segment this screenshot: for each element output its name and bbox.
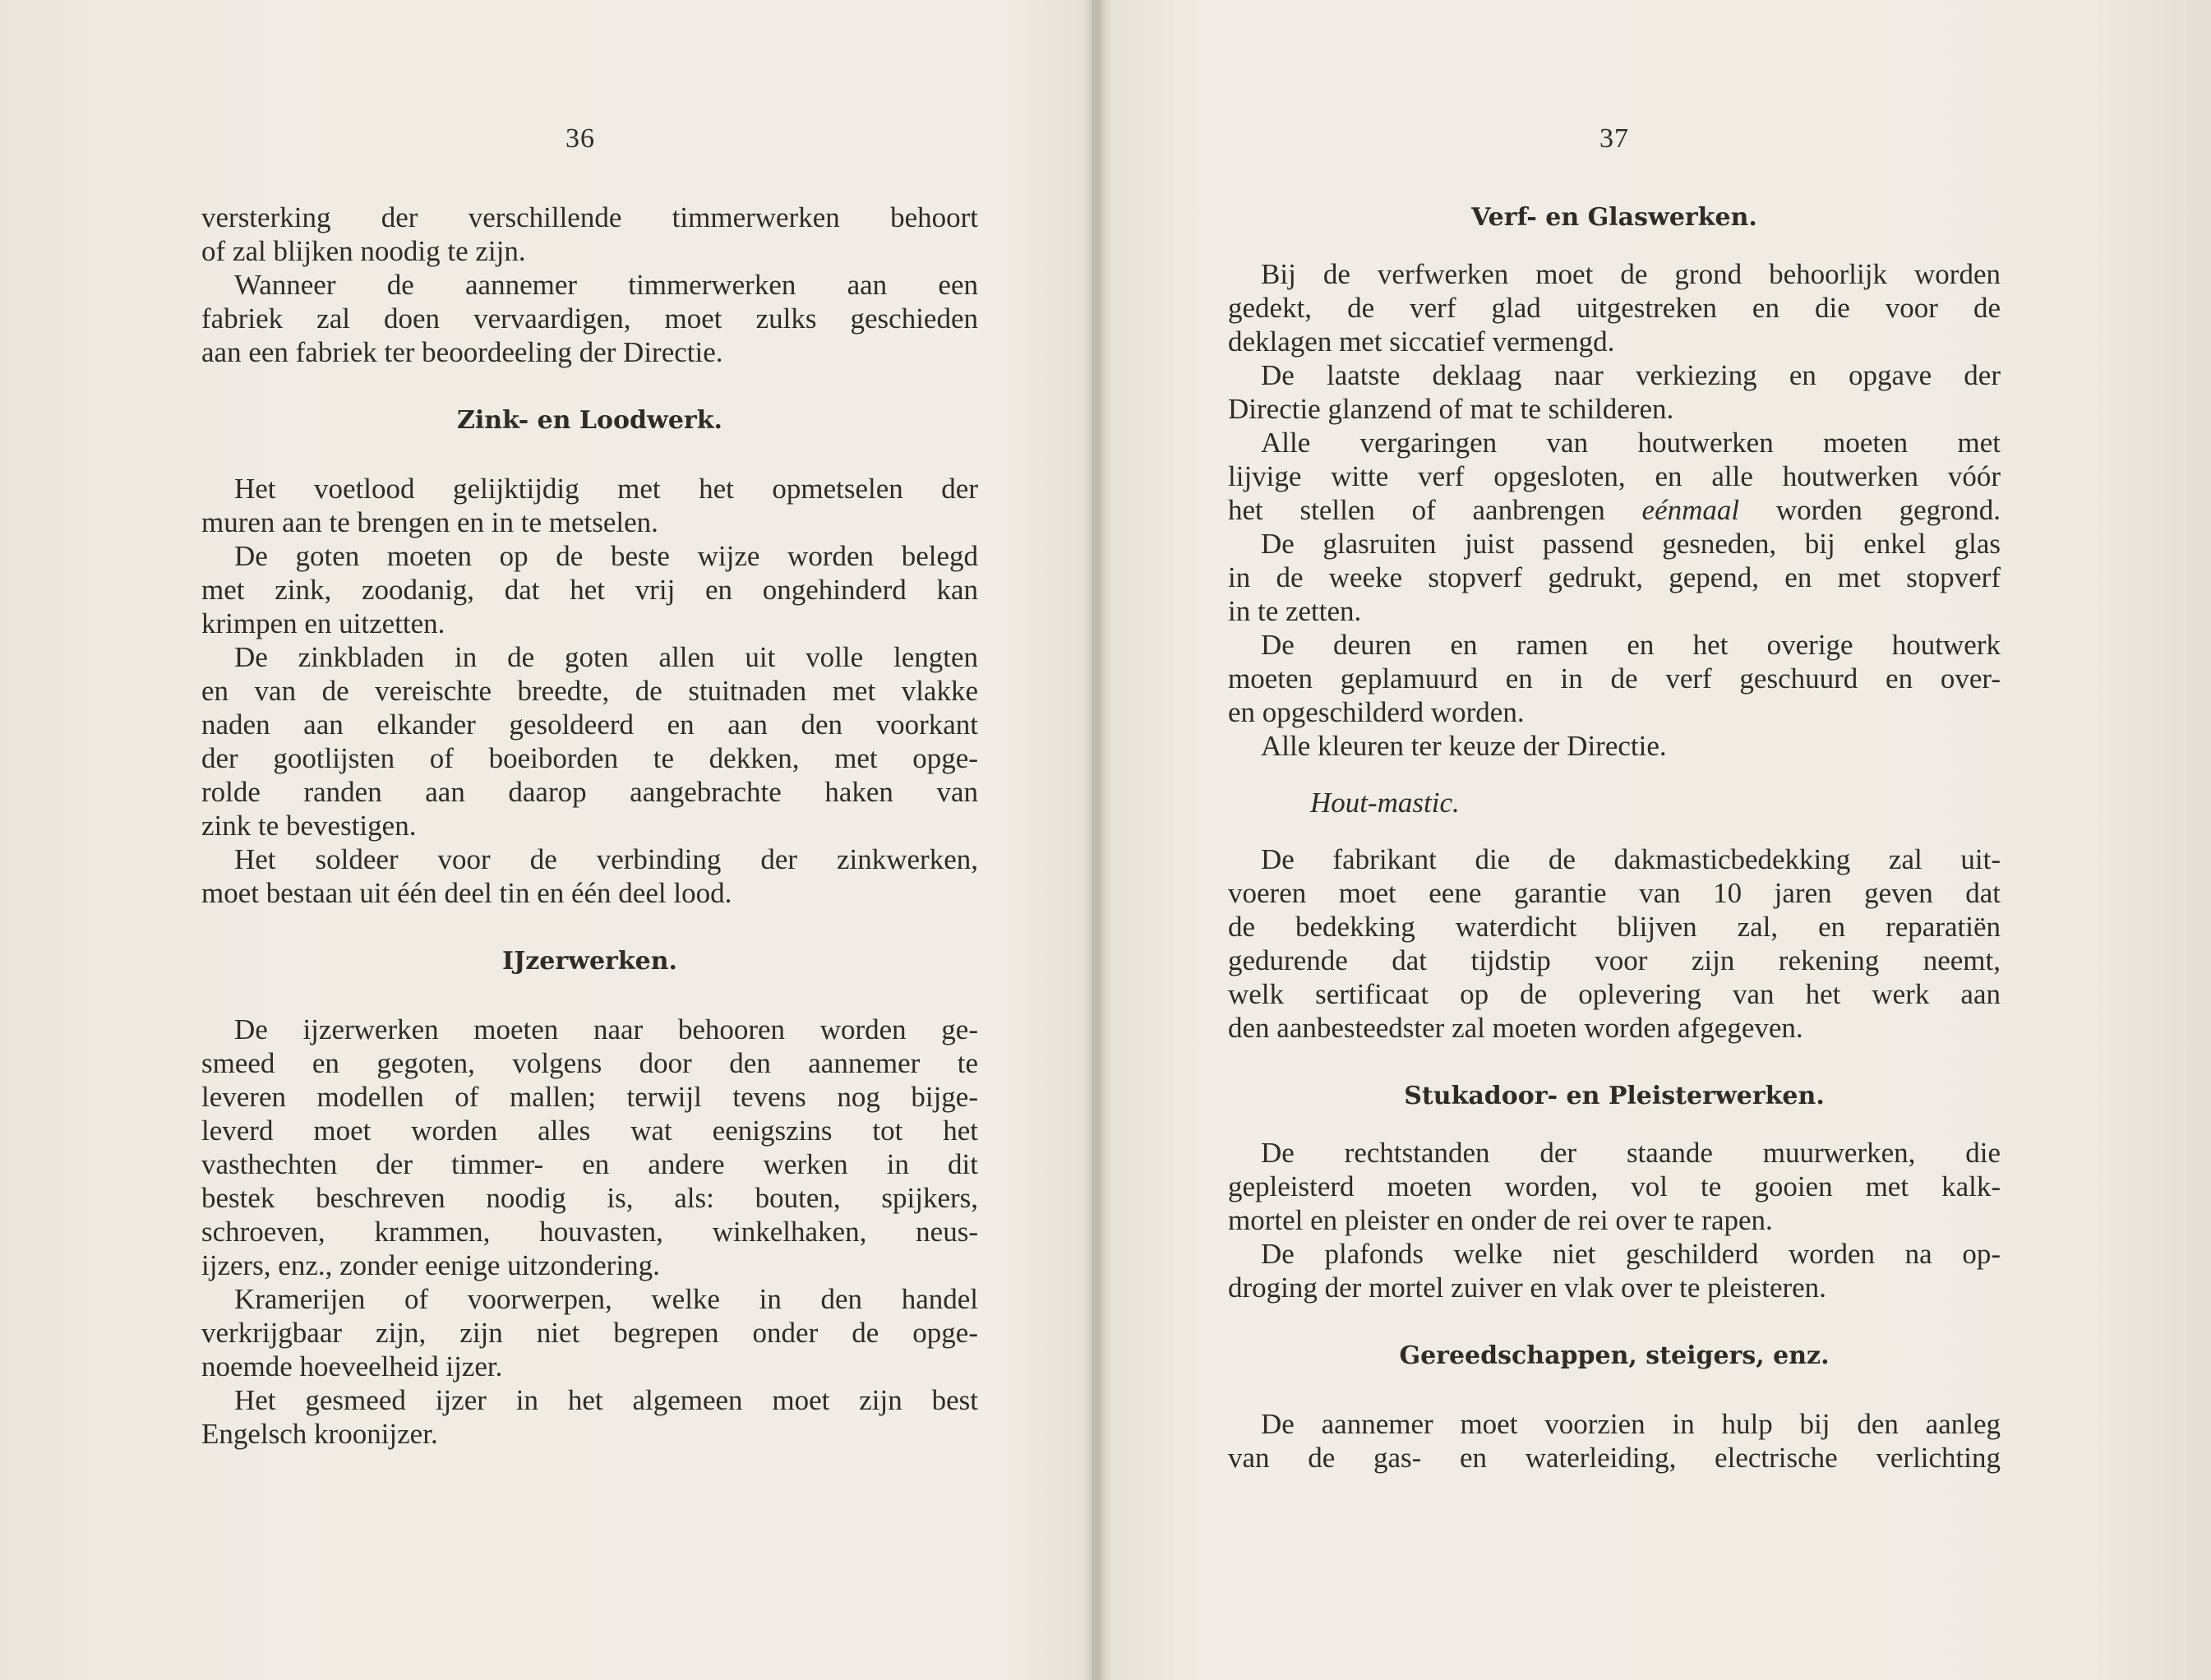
text-line: gedekt, de verf glad uitgestreken en die voor de [1228, 292, 2001, 324]
text-line [1228, 493, 2001, 527]
right-page-text [1228, 201, 2001, 1475]
text-line: mortel en pleister en onder de rei over te rapen. [1228, 1204, 1773, 1236]
text-line: Het soldeer voor de verbinding der zinkwerken, [234, 843, 978, 875]
text-line: De fabrikant die de dakmasticbedekking zal uit- [1261, 843, 2001, 875]
text-line: voeren moet eene garantie van 10 jaren geven dat [1228, 877, 2001, 909]
text-line: versterking der verschillende timmerwerken behoort [201, 201, 978, 233]
text-line: De aannemer moet voorzien in hulp bij den aanleg [1261, 1408, 2001, 1440]
text-line: leveren modellen of mallen; terwijl tevens nog bijge- [201, 1081, 978, 1113]
emphasis-text: eénmaal [1641, 494, 1740, 526]
text-line: muren aan te brengen en in te metselen. [201, 506, 658, 538]
right-page [1098, 0, 2211, 1680]
text-line: naden aan elkander gesoldeerd en aan den voorkant [201, 708, 978, 741]
text-line: de bedekking waterdicht blijven zal, en reparatiën [1228, 911, 2001, 943]
left-page-text [201, 201, 978, 1451]
text-line: De deuren en ramen en het overige houtwerk [1261, 629, 2001, 661]
text-line: gedurende dat tijdstip voor zijn rekening neemt, [1228, 944, 2001, 976]
text-fragment: het stellen of aanbrengen [1228, 494, 1605, 526]
text-line: Kramerijen of voorwerpen, welke in den handel [234, 1283, 978, 1315]
section-heading: Zink- en Loodwerk. [457, 406, 722, 435]
text-line: smeed en gegoten, volgens door den aannemer te [201, 1047, 978, 1079]
text-line: gepleisterd moeten worden, vol te gooien met kalk- [1228, 1170, 2001, 1202]
text-line: Bij de verfwerken moet de grond behoorlijk worden [1261, 258, 2001, 290]
section-heading: Stukadoor- en Pleisterwerken. [1404, 1082, 1825, 1110]
text-line: De glasruiten juist passend gesneden, bij enkel glas [1261, 528, 2001, 560]
text-line: zink te bevestigen. [201, 810, 417, 842]
text-line: bestek beschreven noodig is, als: bouten, spijkers, [201, 1182, 978, 1214]
text-line: De laatste deklaag naar verkiezing en opgave der [1261, 359, 2001, 391]
section-heading: Verf- en Glaswerken. [1471, 203, 1757, 232]
text-line: De goten moeten op de beste wijze worden belegd [234, 540, 978, 572]
text-line: Het gesmeed ijzer in het algemeen moet zijn best [234, 1384, 978, 1416]
text-line: Alle kleuren ter keuze der Directie. [1261, 730, 1667, 762]
text-line: noemde hoeveelheid ijzer. [201, 1350, 503, 1382]
text-line: verkrijgbaar zijn, zijn niet begrepen onder de opge- [201, 1317, 978, 1349]
text-line: Engelsch kroonijzer. [201, 1418, 438, 1450]
text-line: De zinkbladen in de goten allen uit volle lengten [234, 641, 978, 673]
text-line: Wanneer de aannemer timmerwerken aan een [234, 269, 978, 301]
text-line: leverd moet worden alles wat eenigszins tot het [201, 1115, 978, 1147]
text-line: van de gas- en waterleiding, electrische verlichting [1228, 1442, 2001, 1474]
text-line: De plafonds welke niet geschilderd worden na op- [1261, 1238, 2001, 1270]
text-line: droging der mortel zuiver en vlak over te pleisteren. [1228, 1272, 1826, 1304]
section-subheading: Hout-mastic. [1310, 787, 1460, 819]
text-line: Directie glanzend of mat te schilderen. [1228, 393, 1674, 425]
text-line: aan een fabriek ter beoordeeling der Directie. [201, 336, 723, 368]
text-line: krimpen en uitzetten. [201, 607, 445, 639]
text-line: moet bestaan uit één deel tin en één deel lood. [201, 877, 732, 909]
text-line: Het voetlood gelijktijdig met het opmetselen der [234, 473, 978, 505]
text-line: den aanbesteedster zal moeten worden afgegeven. [1228, 1012, 1803, 1044]
text-line: ijzers, enz., zonder eenige uitzondering. [201, 1249, 660, 1281]
page-number: 37 [1599, 123, 1629, 154]
text-line: vasthechten der timmer- en andere werken in dit [201, 1148, 978, 1180]
text-fragment: worden gegrond. [1775, 494, 2001, 526]
text-line: en opgeschilderd worden. [1228, 696, 1525, 728]
text-line: rolde randen aan daarop aangebrachte haken van [201, 776, 978, 808]
text-line: Alle vergaringen van houtwerken moeten met [1261, 427, 2001, 459]
page-number: 36 [565, 123, 595, 154]
text-line: schroeven, krammen, houvasten, winkelhaken, neus- [201, 1216, 978, 1248]
section-heading: IJzerwerken. [501, 947, 677, 976]
text-line: moeten geplamuurd en in de verf geschuurd en over- [1228, 662, 2001, 695]
text-line: De rechtstanden der staande muurwerken, die [1261, 1137, 2001, 1169]
text-line: der gootlijsten of boeiborden te dekken, met opge- [201, 742, 978, 774]
left-page [0, 0, 1093, 1680]
text-line: en van de vereischte breedte, de stuitnaden met vlakke [201, 675, 978, 707]
text-line: welk sertificaat op de oplevering van het werk aan [1228, 978, 2001, 1010]
text-line: in de weeke stopverf gedrukt, gepend, en met stopverf [1228, 561, 2001, 593]
text-line: De ijzerwerken moeten naar behooren worden ge- [234, 1013, 978, 1045]
text-line: of zal blijken noodig te zijn. [201, 235, 526, 267]
text-line: lijvige witte verf opgesloten, en alle houtwerken vóór [1228, 460, 2001, 492]
text-line: deklagen met siccatief vermengd. [1228, 325, 1615, 358]
text-line: fabriek zal doen vervaardigen, moet zulks geschieden [201, 302, 978, 335]
text-line: met zink, zoodanig, dat het vrij en ongehinderd kan [201, 574, 978, 606]
section-heading: Gereedschappen, steigers, enz. [1399, 1341, 1830, 1370]
text-line: in te zetten. [1228, 595, 1362, 627]
